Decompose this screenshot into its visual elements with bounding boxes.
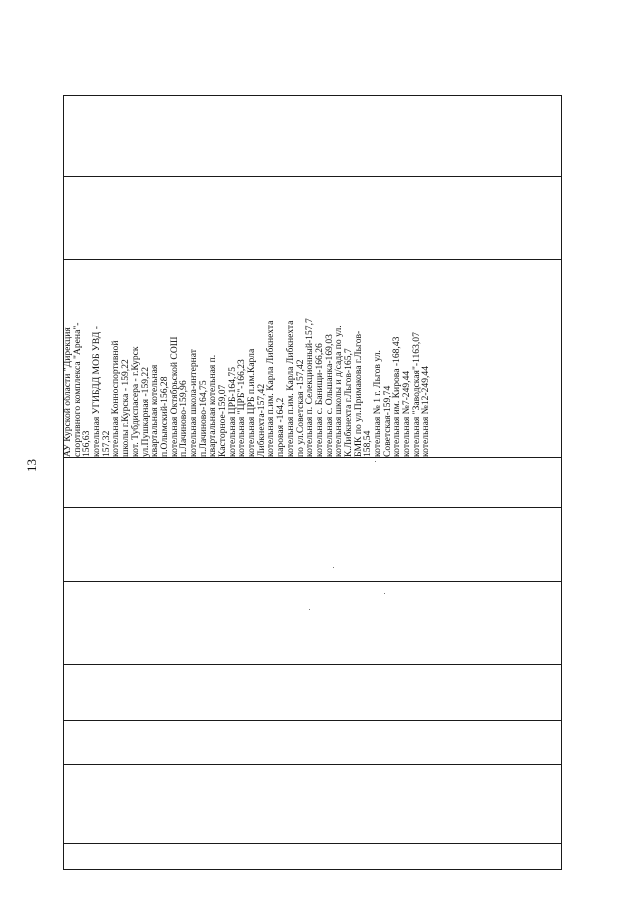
- cell-text-line: котельная "ЦРБ"-166,23: [236, 359, 248, 457]
- row-divider: [63, 581, 562, 582]
- cell-text-line: Либкнехта-157,42: [255, 383, 267, 457]
- cell-text-line: п.Олымский-156,28: [158, 376, 170, 457]
- row-divider: [63, 664, 562, 665]
- cell-text-line: котельная школы и д/сада по ул.: [333, 325, 345, 457]
- row-divider: [63, 457, 562, 458]
- cell-text-line: АУ Курской области "Дирекция: [62, 327, 73, 457]
- cell-text-line: котельная им. Кирова -168,43: [391, 336, 403, 457]
- cell-text-line: по ул.Советская -157,42: [294, 359, 306, 457]
- row-divider: [63, 843, 562, 844]
- cell-text-line: спортивного комплекса "Арена"-: [71, 322, 83, 457]
- cell-text-line: п.Лачиново-159,96: [178, 380, 190, 457]
- cell-text-line: Советская-159,74: [381, 385, 393, 457]
- cell-text-line: 157,32: [100, 430, 112, 457]
- cell-text-line: кот. Тубдиспасера - г.Курск: [129, 346, 141, 457]
- cell-text-line: котельная "Заводская"-1163,07: [410, 332, 422, 457]
- cell-text-line: котельная с. Ольшанка-169,03: [323, 334, 335, 457]
- cell-text-line: К.Либкнехта г.Льгов-165,7: [342, 348, 354, 457]
- row-divider: [63, 176, 562, 177]
- table-border-bottom: [63, 869, 562, 870]
- page-number: 13: [24, 459, 39, 472]
- row-divider: [63, 720, 562, 721]
- cell-text-line: котельная п. Селекционный-157,7: [304, 318, 316, 457]
- cell-text-line: котельная ЦРБ-164,75: [226, 366, 238, 457]
- cell-text-line: котельная ЦРБ п.им.Карла: [246, 348, 258, 457]
- cell-text-line: котельная №12-249,44: [420, 366, 432, 457]
- cell-text-line: котельная Октябрьской СОШ: [168, 336, 180, 457]
- cell-text-line: 158,54: [362, 430, 374, 457]
- cell-text-line: 156,63: [81, 430, 93, 457]
- cell-text-line: котельная школа-интернат: [187, 349, 199, 457]
- table-border-top: [63, 95, 562, 96]
- cell-text-line: котельная с. Банищи-166,26: [313, 343, 325, 457]
- cell-text-line: котельная №7-249,44: [401, 370, 413, 457]
- cell-text-line: БМК по ул.Примакова г.Льгов-: [352, 330, 364, 457]
- cell-text-line: школы г.Курска - 159,22: [120, 359, 132, 457]
- cell-text-line: квартальная котельная: [149, 364, 161, 457]
- cell-text-line: котельная УГИБДД МОБ УВД -: [91, 326, 103, 457]
- cell-text-line: котельная п.им. Карла Либкнехта: [265, 320, 277, 457]
- cell-text-line: паровая -164,2: [275, 397, 287, 457]
- cell-text-line: п.Лачиново-164,75: [197, 380, 209, 457]
- cell-text-line: Касторное-159,07: [217, 384, 228, 457]
- cell-text-line: котельная Конноспортивной: [110, 340, 122, 457]
- table-border-right: [561, 95, 562, 870]
- cell-text-line: ул.Пушкарная -159,22: [139, 366, 151, 457]
- row-divider: [63, 507, 562, 508]
- cell-text-line: квартальная котельная п.: [207, 354, 219, 457]
- cell-text-line: котельная № 1 г. Льгов ул.: [372, 350, 383, 457]
- row-divider: [63, 764, 562, 765]
- table-cell-boiler-list: [63, 257, 561, 457]
- cell-text-line: котельная п.им. Карла Либкнехта: [284, 320, 296, 457]
- table-border-left: [63, 95, 64, 870]
